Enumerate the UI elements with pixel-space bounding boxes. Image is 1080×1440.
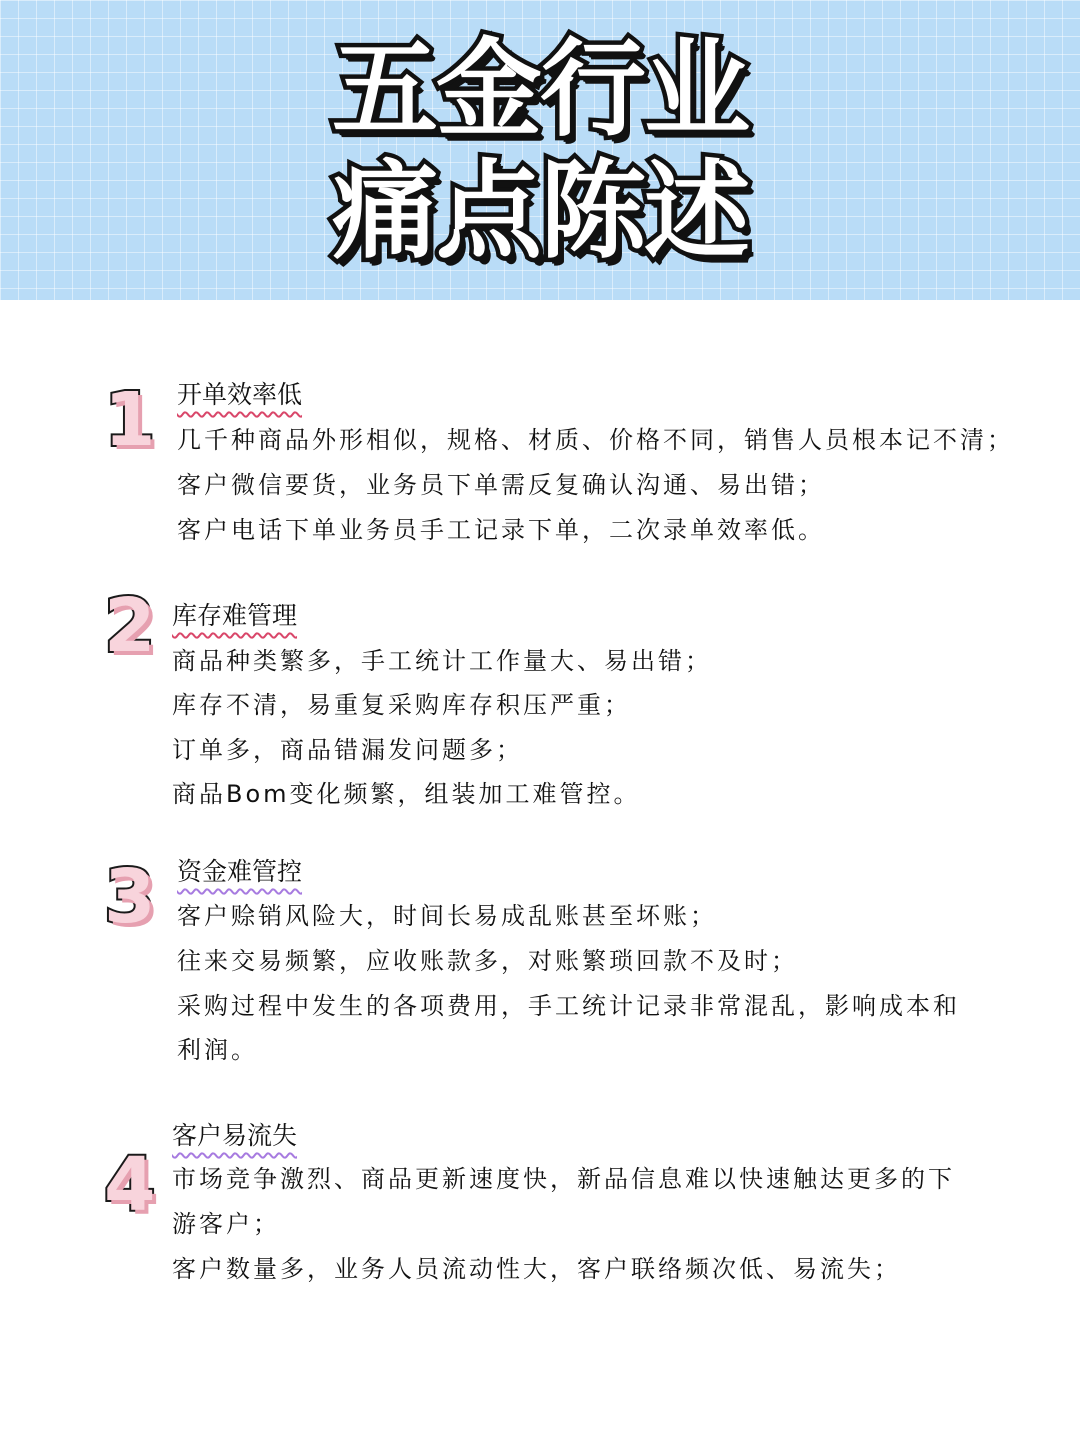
section-3-line-4: 利润。	[177, 1036, 258, 1064]
section-number-1: 1	[104, 377, 156, 463]
section-2-line-3: 订单多，商品错漏发问题多；	[172, 736, 523, 764]
section-heading-2: 库存难管理	[172, 601, 298, 630]
section-heading-1: 开单效率低	[177, 380, 303, 409]
section-2-line-2: 库存不清，易重复采购库存积压严重；	[172, 691, 631, 719]
section-1-line-1: 几千种商品外形相似，规格、材质、价格不同，销售人员根本记不清；	[177, 426, 1014, 454]
header-banner	[0, 0, 1080, 300]
section-2-line-1: 商品种类繁多，手工统计工作量大、易出错；	[172, 647, 712, 675]
section-number-2: 2	[104, 583, 156, 669]
section-number-4: 4	[104, 1142, 156, 1228]
section-heading-4: 客户易流失	[172, 1121, 298, 1150]
title-line-2: 痛点陈述	[332, 150, 748, 273]
section-heading-3: 资金难管控	[177, 857, 303, 886]
section-3-line-2: 往来交易频繁，应收账款多，对账繁琐回款不及时；	[177, 947, 798, 975]
section-4-line-3: 客户数量多，业务人员流动性大，客户联络频次低、易流失；	[172, 1255, 901, 1283]
title-line-1: 五金行业	[332, 28, 748, 151]
section-3-line-1: 客户赊销风险大，时间长易成乱账甚至坏账；	[177, 902, 717, 930]
section-1-line-2: 客户微信要货，业务员下单需反复确认沟通、易出错；	[177, 471, 825, 499]
section-3-line-3: 采购过程中发生的各项费用，手工统计记录非常混乱，影响成本和	[177, 992, 960, 1020]
section-4-line-1: 市场竞争激烈、商品更新速度快，新品信息难以快速触达更多的下	[172, 1165, 955, 1193]
section-2-line-4: 商品Bom变化频繁，组装加工难管控。	[172, 780, 641, 808]
section-number-3: 3	[104, 854, 156, 940]
section-4-line-2: 游客户；	[172, 1210, 280, 1238]
section-1-line-3: 客户电话下单业务员手工记录下单，二次录单效率低。	[177, 516, 825, 544]
